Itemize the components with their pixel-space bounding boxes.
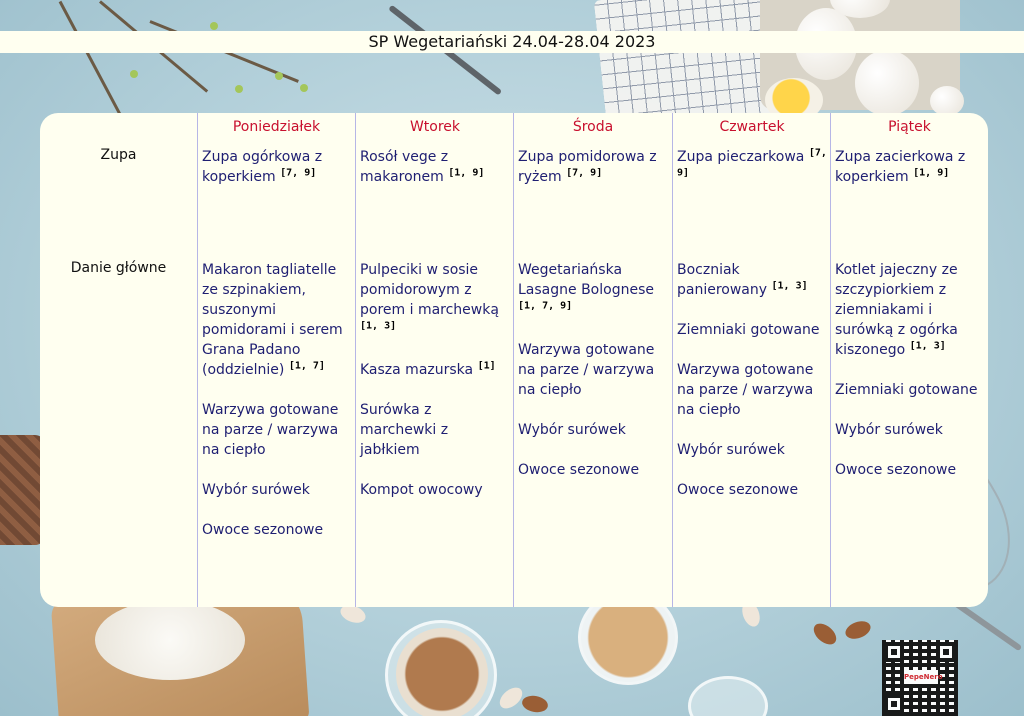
- dish-item: [518, 260, 670, 320]
- allergen-codes: [1, 7, 9]: [518, 300, 573, 312]
- dish-item: [202, 147, 354, 187]
- dish-name: Wybór surówek: [835, 422, 943, 438]
- main-course-cell: [835, 260, 987, 480]
- day-column: [197, 113, 355, 607]
- day-header: Wtorek: [409, 119, 461, 135]
- allergen-codes: [1, 3]: [771, 280, 808, 292]
- dish-item: [360, 400, 512, 460]
- allergen-codes: [1, 7]: [288, 360, 325, 372]
- dish-name: Kompot owocowy: [360, 482, 483, 498]
- soup-cell: [677, 147, 829, 187]
- dish-item: [518, 420, 670, 440]
- main-course-cell: [202, 260, 354, 540]
- dish-item: [835, 260, 987, 360]
- day-header: Poniedziałek: [232, 119, 321, 135]
- dish-name: Warzywa gotowane na parze / warzywa na ciepło: [677, 362, 814, 418]
- soup-cell: [360, 147, 512, 187]
- dish-item: [202, 480, 354, 500]
- dish-name: Ziemniaki gotowane: [677, 322, 820, 338]
- day-column: [355, 113, 514, 607]
- main-course-cell: [518, 260, 670, 480]
- day-header: Środa: [572, 119, 614, 135]
- allergen-codes: [1, 9]: [913, 167, 950, 179]
- dish-item: [360, 360, 512, 380]
- dish-name: Warzywa gotowane na parze / warzywa na ciepło: [518, 342, 655, 398]
- allergen-codes: [7, 9]: [280, 167, 317, 179]
- row-label-main-course: Danie główne: [70, 260, 167, 276]
- dish-name: Ziemniaki gotowane: [835, 382, 978, 398]
- dish-item: [677, 320, 829, 340]
- dish-name: Zupa ogórkowa z koperkiem: [202, 149, 323, 185]
- main-course-cell: [360, 260, 512, 500]
- dish-item: [360, 260, 512, 340]
- day-column: [513, 113, 672, 607]
- dish-name: Wybór surówek: [202, 482, 310, 498]
- qr-logo: PepeNero: [904, 670, 938, 684]
- dish-name: Surówka z marchewki z jabłkiem: [360, 402, 449, 458]
- dish-name: Wybór surówek: [518, 422, 626, 438]
- dish-item: [360, 480, 512, 500]
- dish-item: [202, 520, 354, 540]
- day-column: [672, 113, 831, 607]
- dish-name: Rosół vege z makaronem: [360, 149, 449, 185]
- day-header: Czwartek: [719, 119, 785, 135]
- dish-item: [835, 420, 987, 440]
- dish-item: [518, 340, 670, 400]
- dish-item: [202, 400, 354, 460]
- dish-name: Owoce sezonowe: [677, 482, 799, 498]
- dish-name: Warzywa gotowane na parze / warzywa na ciepło: [202, 402, 339, 458]
- menu-title: SP Wegetariański 24.04-28.04 2023: [0, 31, 1024, 53]
- day-header: Piątek: [888, 119, 931, 135]
- dish-name: Zupa pieczarkowa: [677, 149, 805, 165]
- allergen-codes: [7, 9]: [677, 147, 827, 179]
- dish-name: Wegetariańska Lasagne Bolognese: [518, 262, 654, 298]
- dish-name: Owoce sezonowe: [835, 462, 957, 478]
- dish-item: [518, 460, 670, 480]
- dish-name: Kasza mazurska: [360, 362, 474, 378]
- allergen-codes: [1, 3]: [360, 320, 397, 332]
- dish-item: [835, 147, 987, 187]
- row-label-column: [40, 113, 197, 607]
- row-label-soup: Zupa: [100, 147, 137, 163]
- dish-name: Owoce sezonowe: [202, 522, 324, 538]
- dish-item: [677, 480, 829, 500]
- dish-item: [202, 260, 354, 380]
- dish-name: Owoce sezonowe: [518, 462, 640, 478]
- menu-table: [40, 113, 988, 607]
- allergen-codes: [1]: [477, 360, 496, 372]
- day-column: [830, 113, 988, 607]
- dish-name: Zupa pomidorowa z ryżem: [518, 149, 657, 185]
- dish-item: [835, 460, 987, 480]
- dish-name: Zupa zacierkowa z koperkiem: [835, 149, 966, 185]
- allergen-codes: [1, 9]: [448, 167, 485, 179]
- allergen-codes: [7, 9]: [566, 167, 603, 179]
- dish-item: [677, 147, 829, 187]
- qr-code: [882, 640, 958, 716]
- dish-name: Makaron tagliatelle ze szpinakiem, suszonymi pomidorami i serem Grana Padano (oddzielnie): [202, 262, 343, 378]
- dish-item: [360, 147, 512, 187]
- dish-name: Kotlet jajeczny ze szczypiorkiem z ziemniakami i surówką z ogórka kiszonego: [835, 262, 958, 358]
- main-course-cell: [677, 260, 829, 500]
- dish-name: Boczniak panierowany: [677, 262, 768, 298]
- allergen-codes: [1, 3]: [909, 340, 946, 352]
- dish-name: Pulpeciki w sosie pomidorowym z porem i marchewką: [360, 262, 499, 318]
- dish-item: [518, 147, 670, 187]
- dish-item: [835, 380, 987, 400]
- dish-item: [677, 260, 829, 300]
- dish-item: [677, 360, 829, 420]
- dish-name: Wybór surówek: [677, 442, 785, 458]
- soup-cell: [835, 147, 987, 187]
- soup-cell: [202, 147, 354, 187]
- dish-item: [677, 440, 829, 460]
- soup-cell: [518, 147, 670, 187]
